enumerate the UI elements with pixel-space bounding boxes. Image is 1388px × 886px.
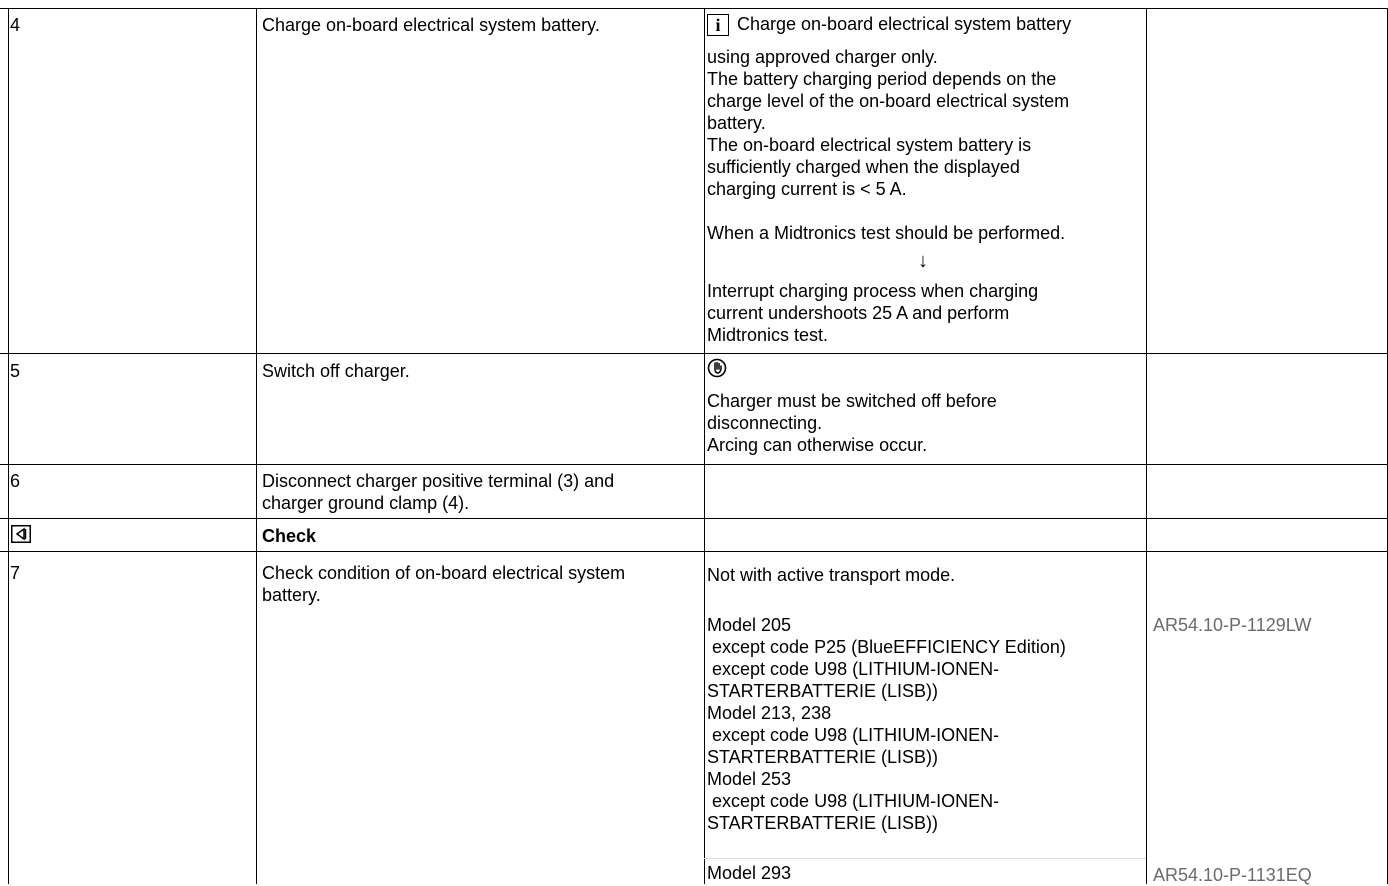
note-line: charge level of the on-board electrical system: [707, 91, 1070, 111]
note-line: battery.: [707, 113, 766, 133]
model-list: [707, 614, 1066, 834]
note-line: Arcing can otherwise occur.: [707, 435, 928, 455]
note-line: Charger must be switched off before: [707, 391, 997, 411]
note-line: Interrupt charging process when charging: [707, 281, 1039, 301]
step-number: 6: [10, 471, 21, 491]
note-line: The battery charging period depends on the: [707, 69, 1057, 89]
note-line: disconnecting.: [707, 413, 823, 433]
condition-text: When a Midtronics test should be performed.: [707, 223, 1066, 243]
model-line: Model 205: [707, 615, 792, 635]
down-arrow-icon: ↓: [918, 250, 928, 272]
model-line: STARTERBATTERIE (LISB)): [707, 681, 939, 701]
note-line: Charge on-board electrical system battery: [737, 14, 1072, 34]
row-divider: [0, 551, 1388, 552]
note-line: sufficiently charged when the displayed: [707, 157, 1020, 177]
col-divider: [1146, 8, 1147, 884]
action-line: Check condition of on-board electrical system: [262, 563, 626, 583]
row-divider: [0, 518, 1388, 519]
note-line: Midtronics test.: [707, 325, 829, 345]
reference-link[interactable]: AR54.10-P-1131EQ: [1153, 865, 1312, 885]
col-divider: [704, 8, 705, 884]
step-action: Switch off charger.: [262, 361, 410, 381]
model-line: Model 293: [707, 863, 792, 883]
col-divider: [8, 8, 9, 884]
section-heading: Check: [262, 526, 317, 546]
col-divider: [256, 8, 257, 884]
row-divider: [0, 464, 1388, 465]
step-number: 5: [10, 361, 21, 381]
condition-text: Not with active transport mode.: [707, 565, 956, 585]
model-line: Model 253: [707, 769, 792, 789]
result-text: [707, 280, 1038, 346]
action-line: battery.: [262, 585, 321, 605]
note-line: The on-board electrical system battery is: [707, 135, 1032, 155]
model-line: STARTERBATTERIE (LISB)): [707, 813, 939, 833]
row-divider: [0, 8, 1388, 9]
reference-link[interactable]: AR54.10-P-1129LW: [1153, 615, 1312, 635]
model-line: except code U98 (LITHIUM-IONEN-: [707, 791, 1000, 811]
model-line: except code U98 (LITHIUM-IONEN-: [707, 659, 1000, 679]
note-line: current undershoots 25 A and perform: [707, 303, 1010, 323]
step-action: [262, 562, 625, 606]
step-action: Charge on-board electrical system battery.: [262, 15, 600, 35]
note-line: using approved charger only.: [707, 47, 938, 67]
caution-hand-icon: [707, 358, 727, 383]
action-line: Disconnect charger positive terminal (3) and: [262, 471, 615, 491]
note-line: charging current is < 5 A.: [707, 179, 907, 199]
info-box-icon: i: [707, 14, 729, 36]
check-back-icon: [11, 525, 31, 543]
model-line: Model 213, 238: [707, 703, 832, 723]
row-divider: [0, 353, 1388, 354]
step-info-heading: [707, 13, 1071, 36]
step-number: 7: [10, 563, 21, 583]
model-divider: [704, 858, 1146, 859]
model-line: STARTERBATTERIE (LISB)): [707, 747, 939, 767]
step-action: [262, 470, 614, 514]
action-line: charger ground clamp (4).: [262, 493, 470, 513]
step-notes: [707, 390, 997, 456]
step-notes: [707, 46, 1069, 200]
step-number: 4: [10, 15, 21, 35]
model-line: except code P25 (BlueEFFICIENCY Edition): [707, 637, 1066, 657]
model-line: except code U98 (LITHIUM-IONEN-: [707, 725, 1000, 745]
